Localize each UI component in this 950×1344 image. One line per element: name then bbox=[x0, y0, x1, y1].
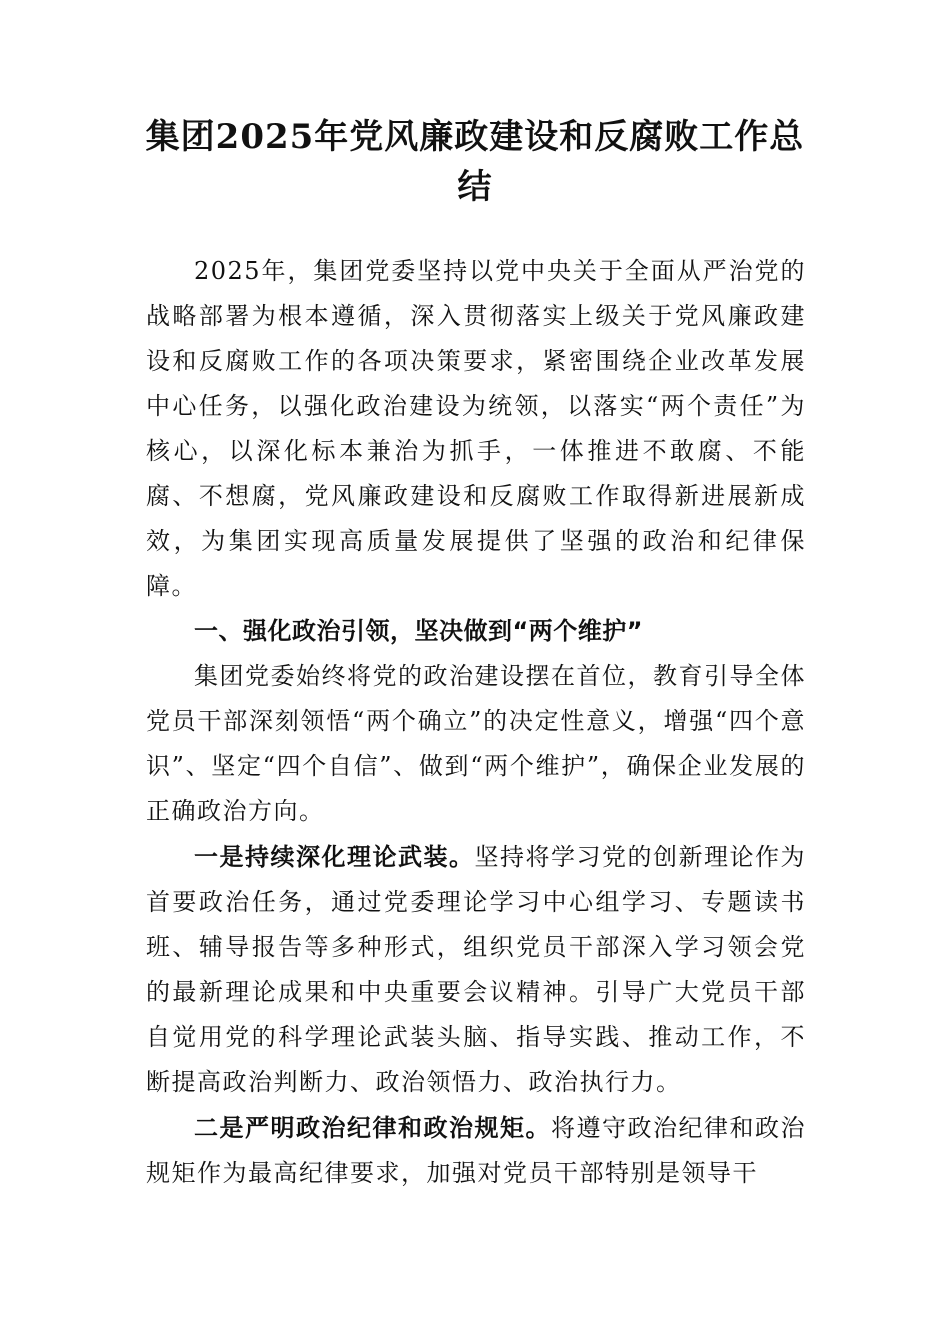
item-text: 将遵守政治纪律和政治规矩作为最高纪律要求，加强对党员干部特别是领导干 bbox=[146, 1114, 806, 1187]
section-paragraph: 集团党委始终将党的政治建设摆在首位，教育引导全体党员干部深刻领悟“两个确立”的决定性意义，增强“四个意识”、坚定“四个自信”、做到“两个维护”，确保企业发展的正确政治方向。 bbox=[146, 662, 806, 825]
item-paragraph bbox=[146, 1105, 806, 1196]
item-lead: 二是严明政治纪律和政治规矩。 bbox=[194, 1113, 551, 1142]
document-title: 集团2025年党风廉政建设和反腐败工作总结 bbox=[145, 117, 805, 207]
section-heading: 一、强化政治引领，坚决做到“两个维护” bbox=[194, 617, 644, 645]
item-paragraph bbox=[146, 834, 806, 1105]
item-lead: 一是持续深化理论武装。 bbox=[194, 842, 475, 871]
document-body bbox=[146, 249, 806, 1196]
intro-paragraph: 2025年，集团党委坚持以党中央关于全面从严治党的战略部署为根本遵循，深入贯彻落实上级关于党风廉政建设和反腐败工作的各项决策要求，紧密围绕企业改革发展中心任务，以强化政治建设为统领，以落实“两个责任”为核心，以深化标本兼治为抓手，一体推进不敢腐、不能腐、不想腐，党风廉政建设和反腐败工作取得新进展新成效，为集团实现高质量发展提供了坚强的政治和纪律保障。 bbox=[146, 257, 806, 600]
item-text: 坚持将学习党的创新理论作为首要政治任务，通过党委理论学习中心组学习、专题读书班、辅导报告等多种形式，组织党员干部深入学习领会党的最新理论成果和中央重要会议精神。引导广大党员干部自觉用党的科学理论武装头脑、指导实践、推动工作，不断提高政治判断力、政治领悟力、政治执行力。 bbox=[146, 843, 806, 1096]
